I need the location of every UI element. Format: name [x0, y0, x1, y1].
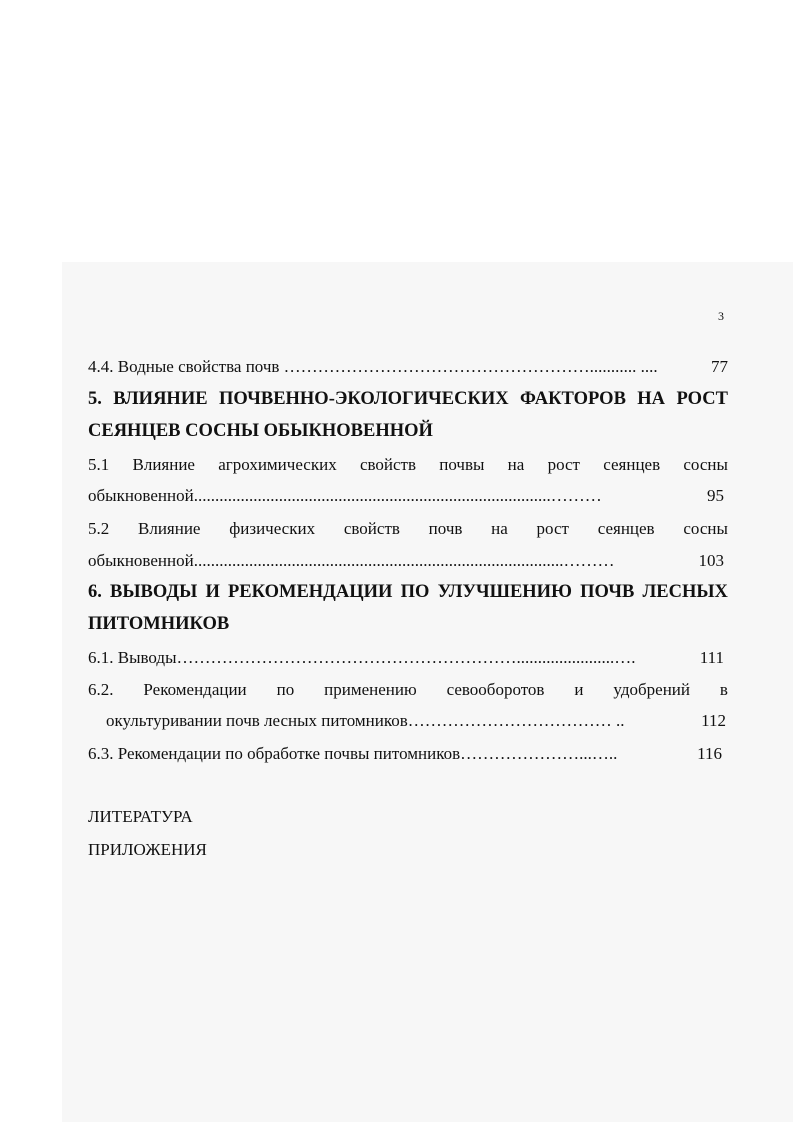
toc-item-5-1-line2 — [88, 486, 728, 506]
toc-page-number: 103 — [698, 551, 724, 570]
toc-word: по — [276, 680, 295, 699]
heading-word: ЛЕСНЫХ — [642, 582, 728, 602]
heading-word: РЕКОМЕНДАЦИИ — [228, 582, 393, 602]
heading-word: УЛУЧШЕНИЮ — [437, 582, 572, 602]
toc-item-text: обыкновенной....................................................................................……… — [88, 486, 602, 505]
heading-word: НА — [637, 389, 666, 409]
toc-word: севооборотов — [446, 680, 545, 699]
toc-word: 5.1 — [88, 455, 110, 474]
toc-item-5-1-line1 — [88, 455, 728, 475]
toc-literature: ЛИТЕРАТУРА — [88, 807, 193, 826]
toc-item-6-1 — [88, 648, 728, 668]
toc-word: рост — [547, 455, 580, 474]
toc-appendices: ПРИЛОЖЕНИЯ — [88, 840, 207, 859]
heading-word: ПОЧВ — [580, 582, 635, 602]
toc-item-6-2-line1 — [88, 680, 728, 700]
toc-page-number: 95 — [707, 486, 724, 505]
toc-word: 5.2 — [88, 519, 110, 538]
toc-word: применению — [324, 680, 417, 699]
toc-word: физических — [229, 519, 316, 538]
toc-word: 6.2. — [88, 680, 114, 699]
toc-item-5-2-line1 — [88, 519, 728, 539]
toc-item-4-4 — [88, 357, 728, 377]
toc-word: сеянцев — [597, 519, 655, 538]
heading-word: 6. — [88, 582, 102, 602]
toc-item-6-2-line2 — [106, 711, 726, 731]
heading-word: ФАКТОРОВ — [520, 389, 626, 409]
toc-word: агрохимических — [218, 455, 337, 474]
toc-word: сосны — [683, 455, 728, 474]
toc-word: почвы — [439, 455, 485, 474]
toc-word: почв — [428, 519, 463, 538]
toc-word: на — [507, 455, 525, 474]
toc-page-number: 111 — [699, 648, 724, 667]
section-5-heading-line1 — [88, 389, 728, 410]
toc-item-text: обыкновенной.......................................................................................……… — [88, 551, 615, 570]
toc-item-text: окультуривании почв лесных питомников……………………………… .. — [106, 711, 625, 730]
heading-word: ПОЧВЕННО-ЭКОЛОГИЧЕСКИХ — [218, 389, 509, 409]
toc-word: сеянцев — [603, 455, 661, 474]
section-6-heading-line1 — [88, 582, 728, 603]
toc-word: Рекомендации — [143, 680, 247, 699]
toc-page-number: 116 — [697, 744, 722, 763]
section-6-heading-line2: ПИТОМНИКОВ — [88, 614, 230, 634]
heading-word: ПО — [400, 582, 430, 602]
toc-word: рост — [536, 519, 569, 538]
toc-item-text: 6.3. Рекомендации по обработке почвы питомников…………………...….. — [88, 744, 618, 763]
section-5-heading-line2: СЕЯНЦЕВ СОСНЫ ОБЫКНОВЕННОЙ — [88, 421, 433, 441]
toc-item-5-2-line2 — [88, 551, 728, 571]
toc-word: Влияние — [138, 519, 201, 538]
toc-word: сосны — [683, 519, 728, 538]
toc-page-number: 112 — [701, 711, 726, 730]
heading-word: 5. — [88, 389, 102, 409]
heading-word: ВЫВОДЫ — [110, 582, 198, 602]
page-number: 3 — [718, 309, 724, 323]
toc-word: и — [574, 680, 584, 699]
heading-word: И — [205, 582, 220, 602]
toc-item-text: 4.4. Водные свойства почв ………………………………………………........... .... — [88, 357, 658, 376]
toc-page-number: 77 — [711, 357, 728, 376]
toc-item-6-3 — [88, 744, 728, 764]
toc-word: удобрений — [613, 680, 690, 699]
heading-word: РОСТ — [676, 389, 728, 409]
toc-word: свойств — [343, 519, 400, 538]
toc-word: Влияние — [132, 455, 195, 474]
toc-word: свойств — [359, 455, 417, 474]
heading-word: ВЛИЯНИЕ — [113, 389, 208, 409]
toc-item-text: 6.1. Выводы…………………………………………………….......................…. — [88, 648, 636, 667]
toc-word: на — [491, 519, 508, 538]
toc-word: в — [719, 680, 728, 699]
